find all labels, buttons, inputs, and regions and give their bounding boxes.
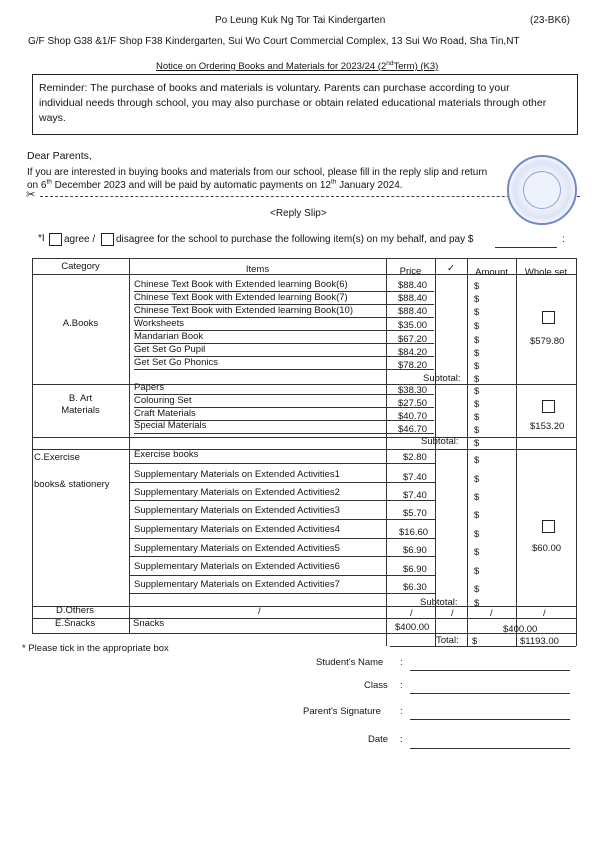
- col-line-category: [129, 258, 130, 633]
- row-line: [130, 556, 435, 557]
- category-snacks: E.Snacks: [55, 618, 96, 629]
- item-name: Supplementary Materials on Extended Activities7: [134, 579, 340, 590]
- books-subtotal-label: Subtotal:: [423, 373, 461, 384]
- snacks-item: Snacks: [133, 618, 165, 629]
- letter-line-2-pre: on 6: [27, 180, 47, 191]
- row-line: [134, 433, 434, 434]
- signature-label: Parent's Signature: [303, 706, 381, 717]
- item-price: $7.40: [403, 490, 427, 501]
- item-name: Chinese Text Book with Extended learning Book(7): [134, 292, 348, 303]
- row-line: [130, 519, 435, 520]
- row-line: [134, 304, 434, 305]
- signature-colon: :: [400, 706, 403, 717]
- reminder-line-1: Reminder: The purchase of books and materials is voluntary. Parents can purchase according to your: [39, 82, 510, 94]
- category-books: A.Books: [62, 318, 99, 329]
- item-name: Worksheets: [134, 318, 184, 329]
- school-address: G/F Shop G38 &1/F Shop F38 Kindergarten, Sui Wo Court Commercial Complex, 13 Sui Wo Road, Sha Tin,NT: [28, 36, 520, 47]
- header-price: Price: [399, 266, 422, 277]
- total-whole-set-price: $1193.00: [520, 636, 559, 647]
- item-amount: $: [474, 361, 480, 372]
- reference-code: (23-BK6): [530, 15, 571, 26]
- others-item: /: [258, 606, 261, 617]
- item-name: Chinese Text Book with Extended learning Book(10): [134, 305, 353, 316]
- header-amount: Amount: [475, 267, 508, 278]
- item-name: Get Set Go Pupil: [134, 344, 206, 355]
- item-amount: $: [474, 566, 480, 577]
- item-price: $2.80: [403, 452, 427, 463]
- books-subtotal-amount: $: [474, 374, 480, 385]
- reminder-line-2: individual needs through school, you may also purchase or obtain related educational materials through other: [39, 97, 547, 109]
- letter-line-2-post: January 2024.: [336, 180, 403, 191]
- item-amount: $: [474, 547, 480, 558]
- item-amount: $: [474, 307, 480, 318]
- item-price: $6.90: [403, 564, 427, 575]
- item-amount: $: [474, 399, 480, 410]
- agree-prefix: *I: [38, 233, 45, 244]
- item-name: Craft Materials: [134, 408, 196, 419]
- item-price: $5.70: [403, 508, 427, 519]
- item-name: Exercise books: [134, 449, 199, 460]
- disagree-label: disagree for the school to purchase the following item(s) on my behalf, and pay $: [116, 234, 474, 245]
- row-line: [130, 593, 435, 594]
- art-whole-set-price: $153.20: [530, 421, 565, 432]
- art-subtotal-amount: $: [474, 438, 480, 449]
- item-name: Supplementary Materials on Extended Activities4: [134, 524, 340, 535]
- item-amount: $: [474, 529, 480, 540]
- item-price: $27.50: [398, 398, 428, 409]
- item-price: $88.40: [398, 306, 428, 317]
- item-price: $84.20: [398, 347, 428, 358]
- item-name: Supplementary Materials on Extended Activities1: [134, 469, 340, 480]
- item-name: Supplementary Materials on Extended Activities6: [134, 561, 340, 572]
- reminder-line-3: ways.: [39, 112, 66, 124]
- notice-title: [156, 61, 438, 72]
- school-stamp-icon: [507, 155, 577, 225]
- total-label: Total:: [436, 635, 459, 646]
- item-price: $16.60: [399, 527, 429, 538]
- item-amount: $: [474, 455, 480, 466]
- student-name-label: Student's Name: [316, 657, 384, 668]
- tick-note: * Please tick in the appropriate box: [22, 643, 169, 654]
- exercise-end-line: [32, 606, 576, 607]
- row-line: [134, 291, 434, 292]
- item-price: $88.40: [398, 280, 428, 291]
- class-colon: :: [400, 680, 403, 691]
- header-items: Items: [245, 264, 270, 275]
- item-price: $38.30: [398, 385, 428, 396]
- item-name: Colouring Set: [134, 395, 192, 406]
- letter-line-2-mid: December 2023 and will be paid by automatic payments on 12: [51, 180, 331, 191]
- letter-line-2: [27, 180, 403, 191]
- date-colon: :: [400, 734, 403, 745]
- exercise-subtotal-amount: $: [474, 598, 480, 609]
- agree-label: agree /: [64, 234, 96, 245]
- total-amount: $: [472, 636, 478, 647]
- category-art-line-2: Materials: [61, 405, 100, 416]
- item-amount: $: [474, 386, 480, 397]
- category-exercise-line-1: C.Exercise: [34, 452, 80, 463]
- art-end-line: [32, 437, 576, 438]
- row-line: [134, 369, 434, 370]
- row-line: [130, 482, 435, 483]
- books-whole-set-price: $579.80: [530, 336, 565, 347]
- reminder-box: [32, 74, 578, 135]
- date-label: Date: [368, 734, 389, 745]
- item-price: $88.40: [398, 293, 428, 304]
- item-price: $7.40: [403, 472, 427, 483]
- pay-colon: :: [562, 234, 565, 245]
- scissors-icon: ✂: [26, 189, 36, 201]
- item-amount: $: [474, 294, 480, 305]
- student-name-colon: :: [400, 657, 403, 668]
- row-line: [130, 538, 435, 539]
- item-amount: $: [474, 425, 480, 436]
- row-line: [134, 317, 434, 318]
- col-line-amount: [516, 258, 517, 646]
- item-amount: $: [474, 321, 480, 332]
- item-amount: $: [474, 335, 480, 346]
- art-subtotal-line: [32, 449, 576, 450]
- item-name: Chinese Text Book with Extended learning Book(6): [134, 279, 348, 290]
- disagree-checkbox[interactable]: [101, 233, 114, 246]
- item-price: $40.70: [398, 411, 428, 422]
- agree-checkbox[interactable]: [49, 233, 62, 246]
- art-subtotal-label: Subtotal:: [421, 436, 459, 447]
- pay-amount-line[interactable]: [495, 247, 557, 248]
- row-line: [134, 343, 434, 344]
- item-amount: $: [474, 281, 480, 292]
- school-name: Po Leung Kuk Ng Tor Tai Kindergarten: [215, 15, 386, 26]
- others-end-line: [32, 618, 576, 619]
- col-line-left: [32, 258, 33, 633]
- others-price: /: [410, 608, 413, 619]
- header-whole-set: Whole set: [524, 267, 568, 278]
- item-amount: $: [474, 474, 480, 485]
- item-name: Papers: [134, 382, 165, 393]
- signature-field[interactable]: [410, 719, 570, 720]
- row-line: [134, 394, 434, 395]
- notice-title-sup: nd: [386, 59, 394, 67]
- col-line-right: [576, 258, 577, 646]
- snacks-price: $400.00: [395, 622, 430, 633]
- category-exercise-line-2: books& stationery: [34, 479, 110, 490]
- col-line-tick: [467, 258, 468, 646]
- exercise-whole-set-price: $60.00: [532, 543, 562, 554]
- letter-line-1: If you are interested in buying books and materials from our school, please fill in the reply slip and return: [27, 167, 488, 178]
- row-line: [130, 575, 435, 576]
- cut-line: [40, 196, 580, 197]
- item-name: Supplementary Materials on Extended Activities2: [134, 487, 340, 498]
- others-tick: /: [451, 608, 454, 619]
- item-name: Supplementary Materials on Extended Activities3: [134, 505, 340, 516]
- exercise-whole-set-checkbox[interactable]: [542, 520, 555, 533]
- class-field[interactable]: [410, 693, 570, 694]
- item-name: Get Set Go Phonics: [134, 357, 218, 368]
- reply-slip-title: <Reply Slip>: [270, 208, 327, 219]
- item-price: $46.70: [398, 424, 428, 435]
- notice-title-pre: Notice on Ordering Books and Materials for 2023/24 (2: [156, 61, 387, 72]
- notice-title-post: Term) (K3): [393, 61, 439, 72]
- exercise-subtotal-label: Subtotal:: [420, 597, 458, 608]
- item-price: $35.00: [398, 320, 428, 331]
- row-line: [134, 420, 434, 421]
- books-whole-set-checkbox[interactable]: [542, 311, 555, 324]
- row-line: [134, 407, 434, 408]
- item-amount: $: [474, 510, 480, 521]
- row-line: [134, 356, 434, 357]
- others-amount: /: [490, 608, 493, 619]
- col-line-price: [435, 258, 436, 646]
- item-name: Special Materials: [134, 420, 207, 431]
- item-amount: $: [474, 412, 480, 423]
- books-end-line: [32, 384, 576, 385]
- category-others: D.Others: [56, 605, 95, 616]
- snacks-end-line: [32, 633, 576, 634]
- item-price: $6.90: [403, 545, 427, 556]
- item-price: $6.30: [403, 582, 427, 593]
- item-name: Mandarian Book: [134, 331, 204, 342]
- item-amount: $: [474, 492, 480, 503]
- header-tick-icon: ✓: [447, 263, 455, 274]
- student-name-field[interactable]: [410, 670, 570, 671]
- category-art-line-1: B. Art: [68, 393, 93, 404]
- item-price: $67.20: [398, 334, 428, 345]
- item-amount: $: [474, 584, 480, 595]
- item-price: $78.20: [398, 360, 428, 371]
- table-top-line: [32, 258, 576, 259]
- item-amount: $: [474, 348, 480, 359]
- letter-sup-1: th: [46, 178, 52, 186]
- letter-sup-2: th: [330, 178, 337, 186]
- header-category: Category: [61, 261, 100, 272]
- greeting: Dear Parents,: [27, 150, 92, 162]
- row-line: [130, 500, 435, 501]
- others-whole-set: /: [543, 608, 546, 619]
- date-field[interactable]: [410, 748, 570, 749]
- row-line: [130, 463, 435, 464]
- row-line: [134, 330, 434, 331]
- class-label: Class: [364, 680, 388, 691]
- snacks-whole-set-price: $400.00: [503, 624, 538, 635]
- art-whole-set-checkbox[interactable]: [542, 400, 555, 413]
- item-name: Supplementary Materials on Extended Activities5: [134, 543, 340, 554]
